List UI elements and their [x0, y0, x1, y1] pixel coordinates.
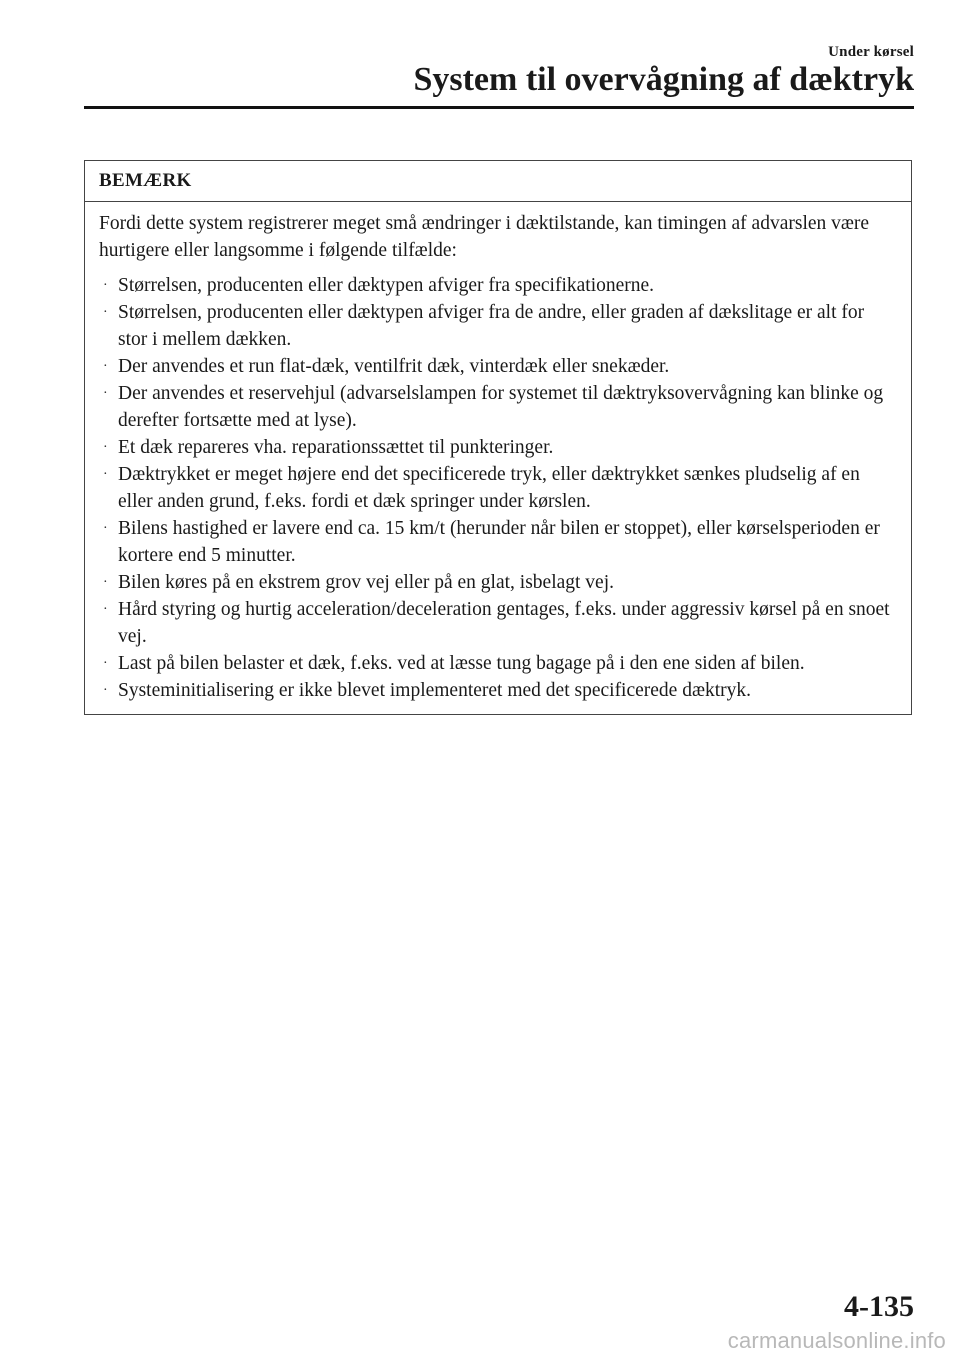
page-number: 4-135: [844, 1290, 914, 1323]
bullet-icon: ·: [103, 683, 108, 698]
list-item: [99, 272, 897, 299]
list-item-text: Der anvendes et reservehjul (advarselslampen for systemet til dæktryksovervågning kan blinke og derefter fortsætte med at lyse).: [118, 383, 884, 431]
note-intro: Fordi dette system registrerer meget små ændringer i dæktilstande, kan timingen af advarslen være hurtigere eller langsomme i følgende tilfælde:: [99, 213, 870, 261]
list-item: [99, 434, 897, 461]
bullet-icon: ·: [103, 278, 108, 293]
list-item: [99, 569, 897, 596]
list-item: [99, 461, 897, 515]
note-heading: BEMÆRK: [85, 161, 911, 202]
bullet-icon: ·: [103, 305, 108, 320]
bullet-icon: ·: [103, 359, 108, 374]
bullet-icon: ·: [103, 602, 108, 617]
list-item: [99, 677, 897, 704]
list-item-text: Dæktrykket er meget højere end det specificerede tryk, eller dæktrykket sænkes pludselig af en eller anden grund, f.eks. fordi et dæk springer under kørslen.: [118, 464, 860, 512]
list-item-text: Hård styring og hurtig acceleration/deceleration gentages, f.eks. under aggressiv kørsel på en snoet vej.: [118, 599, 890, 647]
note-box: [84, 160, 912, 715]
list-item-text: Et dæk repareres vha. reparationssættet til punkteringer.: [118, 437, 554, 458]
note-body: [85, 202, 911, 714]
list-item-text: Systeminitialisering er ikke blevet implementeret med det specificerede dæktryk.: [118, 680, 752, 701]
bullet-icon: ·: [103, 656, 108, 671]
watermark[interactable]: carmanualsonline.info: [727, 1328, 946, 1353]
list-item-text: Last på bilen belaster et dæk, f.eks. ved at læsse tung bagage på i den ene siden af bilen.: [118, 653, 805, 674]
list-item-text: Der anvendes et run flat-dæk, ventilfrit dæk, vinterdæk eller snekæder.: [118, 356, 670, 377]
list-item: [99, 596, 897, 650]
list-item: [99, 353, 897, 380]
list-item: [99, 650, 897, 677]
list-item-text: Bilen køres på en ekstrem grov vej eller på en glat, isbelagt vej.: [118, 572, 615, 593]
list-item: [99, 515, 897, 569]
note-list: [99, 272, 897, 704]
list-item: [99, 299, 897, 353]
list-item: [99, 380, 897, 434]
bullet-icon: ·: [103, 386, 108, 401]
page-title: System til overvågning af dæktryk: [413, 61, 914, 98]
bullet-icon: ·: [103, 521, 108, 536]
list-item-text: Bilens hastighed er lavere end ca. 15 km/t (herunder når bilen er stoppet), eller kørselsperioden er kortere end 5 minutter.: [118, 518, 880, 566]
list-item-text: Størrelsen, producenten eller dæktypen afviger fra specifikationerne.: [118, 275, 655, 296]
bullet-icon: ·: [103, 440, 108, 455]
bullet-icon: ·: [103, 467, 108, 482]
section-label: Under kørsel: [828, 44, 914, 60]
bullet-icon: ·: [103, 575, 108, 590]
header-rule: [84, 106, 914, 109]
list-item-text: Størrelsen, producenten eller dæktypen afviger fra de andre, eller graden af dækslitage er alt for stor i mellem dækken.: [118, 302, 865, 350]
